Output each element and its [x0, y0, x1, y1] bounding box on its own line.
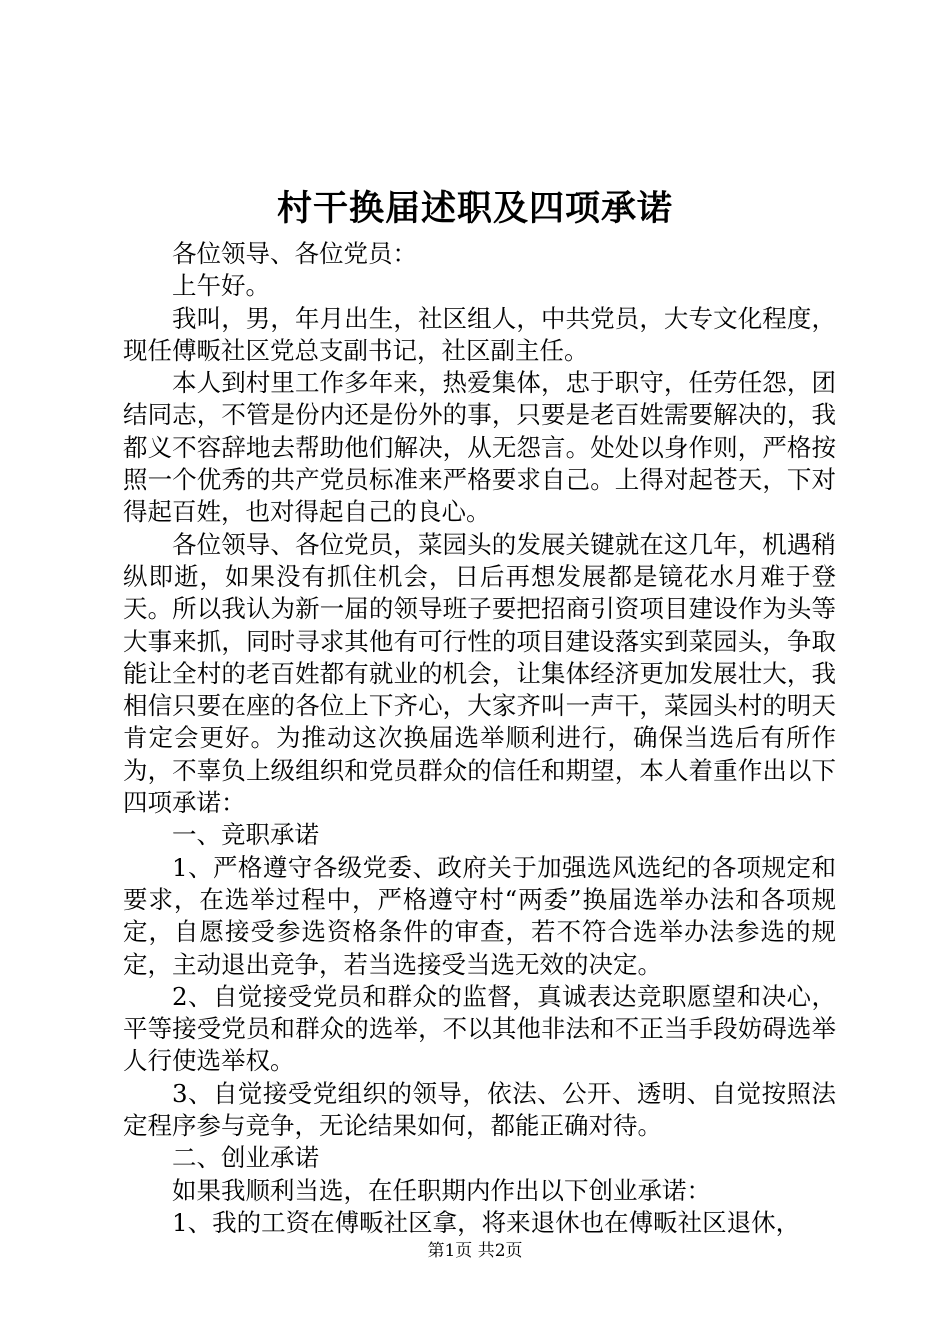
promise-item-2: 2、自觉接受党员和群众的监督，真诚表达竞职愿望和决心，平等接受党员和群众的选举，不以其他非法和不正当手段妨碍选举人行使选举权。	[123, 981, 836, 1076]
greeting-paragraph: 各位领导、各位党员：	[172, 239, 417, 268]
document-title: 村干换届述职及四项承诺	[276, 188, 673, 229]
work-history-paragraph: 本人到村里工作多年来，热爱集体，忠于职守，任劳任怨，团结同志，不管是份内还是份外的事，只要是老百姓需要解决的，我都义不容辞地去帮助他们解决，从无怨言。处处以身作则，严格按照一个优秀的共产党员标准来严格要求自己。上得对起苍天，下对得起百姓，也对得起自己的良心。	[123, 368, 836, 527]
promise-item-3: 3、自觉接受党组织的领导，依法、公开、透明、自觉按照法定程序参与竞争，无论结果如何，都能正确对待。	[123, 1078, 836, 1141]
promise-item-1: 1、严格遵守各级党委、政府关于加强选风选纪的各项规定和要求，在选举过程中，严格遵守村“两委”换届选举办法和各项规定，自愿接受参选资格条件的审查，若不符合选举办法参选的规定，主动退出竞争，若当选接受当选无效的决定。	[123, 852, 836, 979]
startup-intro-paragraph: 如果我顺利当选，在任职期内作出以下创业承诺：	[172, 1175, 711, 1205]
development-paragraph: 各位领导、各位党员，菜园头的发展关键就在这几年，机遇稍纵即逝，如果没有抓住机会，日后再想发展都是镜花水月难于登天。所以我认为新一届的领导班子要把招商引资项目建设作为头等大事来抓，同时寻求其他有可行性的项目建设落实到菜园头，争取能让全村的老百姓都有就业的机会，让集体经济更加发展壮大，我相信只要在座的各位上下齐心，大家齐叫一声干，菜园头村的明天肯定会更好。为推动这次换届选举顺利进行，确保当选后有所作为，不辜负上级组织和党员群众的信任和期望，本人着重作出以下四项承诺：	[123, 529, 836, 818]
self-intro-paragraph: 我叫，男，年月出生，社区组人，中共党员，大专文化程度，现任傅畈社区党总支副书记，社区副主任。	[123, 303, 836, 365]
salutation-paragraph: 上午好。	[172, 271, 270, 301]
startup-item-1: 1、我的工资在傅畈社区拿，将来退休也在傅畈社区退休，	[172, 1207, 801, 1237]
section-heading-2: 二、创业承诺	[172, 1143, 319, 1173]
document-body	[123, 238, 836, 1239]
section-heading-1: 一、竞职承诺	[172, 820, 319, 850]
page-number-footer: 第1页 共2页	[427, 1241, 523, 1261]
